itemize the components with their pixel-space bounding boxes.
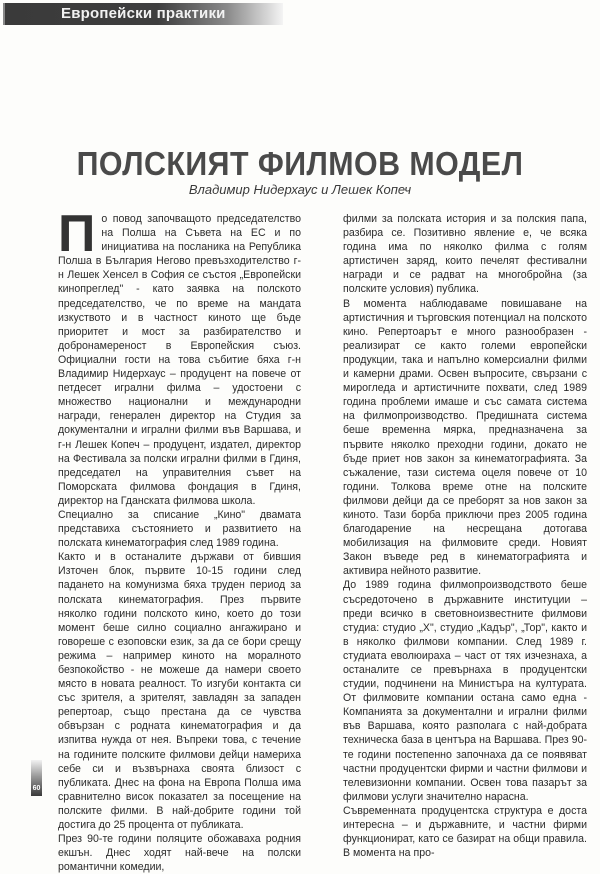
- paragraph: В момента наблюдаваме повишаване на артистичния и търговския потенциал на полското кино. Репертоарът е много разнообразен - реализират се както големи европейски продукции, така и напълно комерсиални филми и камерни драми. Освен въпросите, свързани с мирогледа и артистичните похвати, след 1989 година проблеми имаше и със самата система на филмопроизводство. Предишната система беше временна мярка, предназначена за първите няколко преходни години, докато не бъде приет нов закон за кинематографията. За съжаление, тази система оцеля повече от 10 години. Толкова време отне на полските филмови дейци да се преборят за нов закон за киното. Тази борба приключи през 2005 година благодарение на несрещана дотогава мобилизация на филмовите среди. Новият Закон въведе ред в кинематографията и активира нейното развитие.: [343, 297, 587, 578]
- paragraph: филми за полската история и за полския папа, разбира се. Позитивно явление е, че всяка година има по няколко филма с голям артистичен заряд, които печелят фестивални награди и се радват на многобройна (за полските условия) публика.: [343, 213, 587, 296]
- page-number-tab: [31, 760, 42, 796]
- paragraph: Както и в останалите държави от бившия Източен блок, първите 10-15 години след падането на комунизма бяха труден период за полската кинематография. През първите няколко години полското кино, което до този момент беше силно социално ангажирано и говореше с езоповски език, за да се бори срещу режима – например киното на моралното безпокойство - не можеше да намери своето място в новата реалност. То изгуби контакта си със зрителя, а зрителят, завладян за западен репертоар, също престана да се чувства обвързан с родната кинематография и да изпитва нужда от нея. Въпреки това, с течение на годините полските филмови дейци намериха себе си и възвърнаха своята близост с публиката. Днес на фона на Европа Полша има сравнително висок показател за посещение на полските филми. В най-добрите години той достига до 25 процента от публиката.: [58, 551, 301, 832]
- paragraph-intro: По повод започващото председателство на Полша на Съвета на ЕС и по инициатива на посланика на Република Полша в България Негово превъзходителство г-н Лешек Хенсел в София се състоя „Европейски кинопреглед" - като заявка на полското председателство, че по време на мандата изкуството и в частност киното ще бъде приоритет и мост за разбирателство и добронамереност в Европейския съюз. Официални гости на това събитие бяха г-н Владимир Нидерхаус – продуцент на повече от петдесет игрални филма – удостоени с множество национални и международни награди, генерален директор на Студия за документални и игрални филми във Варшава, и г-н Лешек Копеч – продуцент, издател, директор на Фестивала за полски игрални филми в Гдиня, председател на управителния съвет на Поморската филмова фондация в Гдиня, директор на Гданската филмова школа.: [58, 205, 301, 507]
- page-number: 60: [32, 785, 41, 792]
- article-authors: Владимир Нидерхаус и Лешек Копеч: [188, 182, 412, 197]
- section-header-bar: [3, 3, 283, 25]
- section-label: Европейски практики: [61, 5, 226, 22]
- paragraph: До 1989 година филмопроизводството беше съсредоточено в държавните институции – преди всичко в световноизвестните филмови студиа: студио „X", студио „Кадър", „Тор", както и в няколко филмови компании. След 1989 г. студиата еволюираха – част от тях изчезнаха, а останалите се превърнаха в продуцентски студии, подчинени на Министъра на културата. От филмовите компании остана само една - Компанията за документални и игрални филми във Варшава, която разполага с най-добрата техническа база в центъра на Варшава. През 90-те години постепенно започнаха да се появяват частни продуцентски фирми и частни филмови и телевизионни компании. Освен това пазарът за филмови услуги значително нарасна.: [343, 579, 587, 803]
- paragraph: През 90-те години поляците обожаваха родния екшън. Днес ходят най-вече на полски романтични комедии,: [58, 833, 301, 874]
- article-column-left: [58, 205, 301, 874]
- paragraph: Специално за списание „Кино" двамата представиха състоянието и развитието на полската кинематография след 1989 година.: [58, 508, 301, 550]
- paragraph: Съвременната продуцентска структура е доста интересна – и държавните, и частни фирми функционират, като се базират на общи правила. В момента на про-: [343, 804, 587, 860]
- article-column-right: [343, 212, 587, 860]
- article-title: ПОЛСКИЯТ ФИЛМОВ МОДЕЛ: [76, 145, 524, 182]
- drop-cap: П: [58, 205, 96, 263]
